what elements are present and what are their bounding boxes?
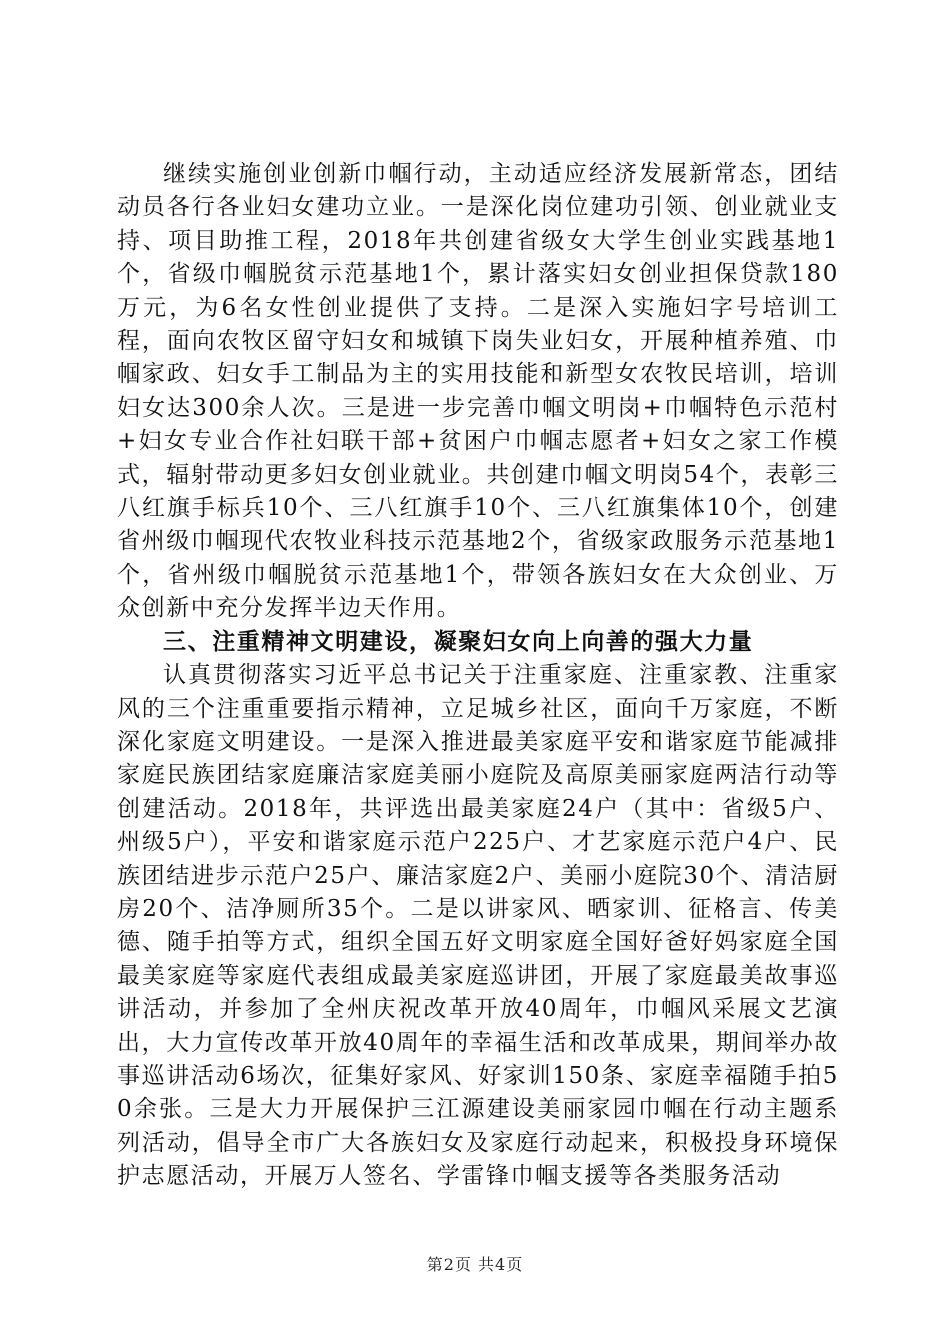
section-heading: 三、注重精神文明建设，凝聚妇女向上向善的强大力量 <box>163 628 754 655</box>
document-body <box>117 158 839 1194</box>
page-footer: 第2页 共4页 <box>426 1255 524 1274</box>
body-paragraph-1: 继续实施创业创新巾帼行动，主动适应经济发展新常态，团结动员各行各业妇女建功立业。一是深化岗位建功引领、创业就业支持、项目助推工程，2018年共创建省级女大学生创业实践基地1个，省级巾帼脱贫示范基地1个，累计落实妇女创业担保贷款180万元，为6名女性创业提供了支持。二是深入实施妇字号培训工程，面向农牧区留守妇女和城镇下岗失业妇女，开展种植养殖、巾帼家政、妇女手工制品为主的实用技能和新型女农牧民培训，培训妇女达300余人次。三是进一步完善巾帼文明岗+巾帼特色示范村+妇女专业合作社妇联干部+贫困户巾帼志愿者+妇女之家工作模式，辐射带动更多妇女创业就业。共创建巾帼文明岗54个，表彰三八红旗手标兵10个、三八红旗手10个、三八红旗集体10个，创建省州级巾帼现代农牧业科技示范基地2个，省级家政服务示范基地1个，省州级巾帼脱贫示范基地1个，带领各族妇女在大众创业、万众创新中充分发挥半边天作用。 <box>117 161 839 622</box>
body-paragraph-2: 认真贯彻落实习近平总书记关于注重家庭、注重家教、注重家风的三个注重重要指示精神，立足城乡社区，面向千万家庭，不断深化家庭文明建设。一是深入推进最美家庭平安和谐家庭节能减排家庭民族团结家庭廉洁家庭美丽小庭院及高原美丽家庭两洁行动等创建活动。2018年，共评选出最美家庭24户（其中：省级5户、州级5户），平安和谐家庭示范户225户、才艺家庭示范户4户、民族团结进步示范户25户、廉洁家庭2户、美丽小庭院30个、清洁厨房20个、洁净厕所35个。二是以讲家风、晒家训、征格言、传美德、随手拍等方式，组织全国五好文明家庭全国好爸好妈家庭全国最美家庭等家庭代表组成最美家庭巡讲团，开展了家庭最美故事巡讲活动，并参加了全州庆祝改革开放40周年，巾帼风采展文艺演出，大力宣传改革开放40周年的幸福生活和改革成果，期间举办故事巡讲活动6场次，征集好家风、好家训150条、家庭幸福随手拍50余张。三是大力开展保护三江源建设美丽家园巾帼在行动主题系列活动，倡导全市广大各族妇女及家庭行动起来，积极投身环境保护志愿活动，开展万人签名、学雷锋巾帼支援等各类服务活动 <box>117 662 839 1190</box>
